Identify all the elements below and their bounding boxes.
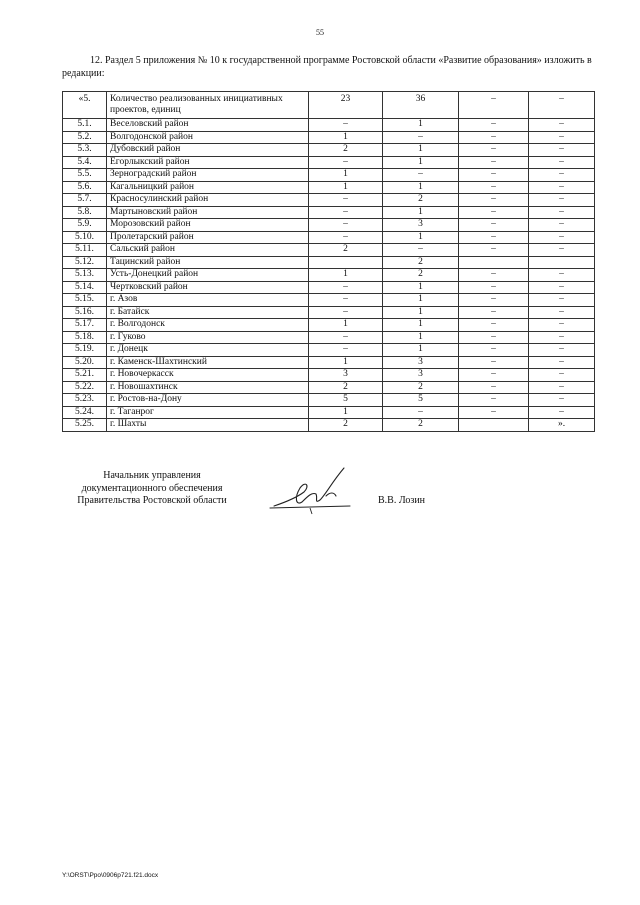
row-value-2: 2 xyxy=(383,381,459,394)
table-row xyxy=(63,281,595,294)
row-value-2: – xyxy=(383,131,459,144)
row-num: 5.16. xyxy=(63,306,107,319)
row-value-4: – xyxy=(529,156,595,169)
row-value-2: – xyxy=(383,406,459,419)
row-value-3: – xyxy=(459,169,529,182)
row-num: 5.8. xyxy=(63,206,107,219)
row-value-2: 1 xyxy=(383,144,459,157)
table-row xyxy=(63,181,595,194)
row-value-1: – xyxy=(309,119,383,132)
table-row xyxy=(63,319,595,332)
row-value-4: – xyxy=(529,131,595,144)
row-value-3: – xyxy=(459,181,529,194)
table-body xyxy=(63,92,595,432)
table-row xyxy=(63,344,595,357)
row-name: Дубовский район xyxy=(107,144,309,157)
row-num: 5.19. xyxy=(63,344,107,357)
row-num: 5.1. xyxy=(63,119,107,132)
row-name: Усть-Донецкий район xyxy=(107,269,309,282)
row-value-1: 1 xyxy=(309,169,383,182)
header-num: «5. xyxy=(63,92,107,119)
row-num: 5.23. xyxy=(63,394,107,407)
row-value-1: – xyxy=(309,194,383,207)
row-value-2: 3 xyxy=(383,369,459,382)
row-value-2: 3 xyxy=(383,356,459,369)
header-value-3: – xyxy=(459,92,529,119)
row-value-2: 1 xyxy=(383,156,459,169)
row-name: Егорлыкский район xyxy=(107,156,309,169)
row-num: 5.9. xyxy=(63,219,107,232)
table-row xyxy=(63,206,595,219)
table-row xyxy=(63,194,595,207)
row-value-1: 2 xyxy=(309,144,383,157)
row-value-2: 2 xyxy=(383,269,459,282)
table-row xyxy=(63,394,595,407)
row-value-2: 1 xyxy=(383,119,459,132)
table-row xyxy=(63,144,595,157)
row-num: 5.7. xyxy=(63,194,107,207)
row-value-4: – xyxy=(529,319,595,332)
row-name: г. Батайск xyxy=(107,306,309,319)
row-value-2: 1 xyxy=(383,331,459,344)
row-value-4: – xyxy=(529,206,595,219)
row-value-4: ». xyxy=(529,419,595,432)
row-name: Пролетарский район xyxy=(107,231,309,244)
row-value-4: – xyxy=(529,194,595,207)
row-name: г. Каменск-Шахтинский xyxy=(107,356,309,369)
row-value-3: – xyxy=(459,119,529,132)
row-num: 5.3. xyxy=(63,144,107,157)
row-name: Тацинский район xyxy=(107,256,309,269)
row-num: 5.10. xyxy=(63,231,107,244)
row-value-2: 1 xyxy=(383,294,459,307)
row-value-1: 2 xyxy=(309,419,383,432)
row-value-1: – xyxy=(309,219,383,232)
row-value-1: – xyxy=(309,306,383,319)
projects-table xyxy=(62,91,595,432)
header-value-2: 36 xyxy=(383,92,459,119)
row-name: Морозовский район xyxy=(107,219,309,232)
row-value-1: – xyxy=(309,156,383,169)
handwritten-signature xyxy=(266,462,356,518)
row-num: 5.25. xyxy=(63,419,107,432)
row-name: Кагальницкий район xyxy=(107,181,309,194)
row-value-1: 5 xyxy=(309,394,383,407)
row-name: Волгодонской район xyxy=(107,131,309,144)
row-value-1: 1 xyxy=(309,131,383,144)
table-row xyxy=(63,381,595,394)
row-value-1: 1 xyxy=(309,406,383,419)
table-row xyxy=(63,131,595,144)
row-value-4: – xyxy=(529,281,595,294)
row-value-2: – xyxy=(383,244,459,257)
row-value-1: 2 xyxy=(309,244,383,257)
header-value-4: – xyxy=(529,92,595,119)
table-row xyxy=(63,419,595,432)
row-num: 5.24. xyxy=(63,406,107,419)
row-name: г. Шахты xyxy=(107,419,309,432)
row-num: 5.15. xyxy=(63,294,107,307)
row-num: 5.12. xyxy=(63,256,107,269)
row-value-4: – xyxy=(529,406,595,419)
row-value-2: 1 xyxy=(383,231,459,244)
row-value-4: – xyxy=(529,356,595,369)
row-value-2: 1 xyxy=(383,181,459,194)
row-value-3: – xyxy=(459,394,529,407)
row-name: г. Ростов-на-Дону xyxy=(107,394,309,407)
row-value-3: – xyxy=(459,269,529,282)
row-name: г. Новочеркасск xyxy=(107,369,309,382)
table-row xyxy=(63,169,595,182)
row-value-4: – xyxy=(529,181,595,194)
table-row xyxy=(63,244,595,257)
table-row xyxy=(63,294,595,307)
header-value-1: 23 xyxy=(309,92,383,119)
signatory-title-line1: Начальник управления xyxy=(103,470,201,481)
row-value-4: – xyxy=(529,119,595,132)
row-value-3: – xyxy=(459,406,529,419)
table-row xyxy=(63,269,595,282)
row-value-3: – xyxy=(459,131,529,144)
row-value-3: – xyxy=(459,369,529,382)
row-value-2: – xyxy=(383,169,459,182)
row-value-1: – xyxy=(309,206,383,219)
row-value-1: – xyxy=(309,331,383,344)
row-value-2: 2 xyxy=(383,256,459,269)
row-value-4: – xyxy=(529,231,595,244)
table-row xyxy=(63,231,595,244)
row-value-1: 1 xyxy=(309,356,383,369)
row-value-2: 1 xyxy=(383,281,459,294)
row-value-3: – xyxy=(459,306,529,319)
row-value-4: – xyxy=(529,344,595,357)
row-num: 5.20. xyxy=(63,356,107,369)
row-value-2: 5 xyxy=(383,394,459,407)
row-value-4: – xyxy=(529,331,595,344)
row-value-2: 3 xyxy=(383,219,459,232)
row-value-3: – xyxy=(459,244,529,257)
row-value-2: 1 xyxy=(383,306,459,319)
row-value-3: – xyxy=(459,331,529,344)
row-value-4: – xyxy=(529,394,595,407)
row-value-4: – xyxy=(529,244,595,257)
row-value-1: – xyxy=(309,294,383,307)
row-num: 5.5. xyxy=(63,169,107,182)
row-num: 5.22. xyxy=(63,381,107,394)
row-value-1: – xyxy=(309,344,383,357)
row-value-3: – xyxy=(459,194,529,207)
row-value-1: 1 xyxy=(309,269,383,282)
row-name: г. Азов xyxy=(107,294,309,307)
row-num: 5.14. xyxy=(63,281,107,294)
row-value-4: – xyxy=(529,169,595,182)
row-value-3: – xyxy=(459,144,529,157)
row-name: г. Гуково xyxy=(107,331,309,344)
table-row xyxy=(63,331,595,344)
row-name: г. Донецк xyxy=(107,344,309,357)
row-value-2: 1 xyxy=(383,344,459,357)
row-name: г. Волгодонск xyxy=(107,319,309,332)
row-value-3: – xyxy=(459,219,529,232)
row-value-3: – xyxy=(459,344,529,357)
row-value-4 xyxy=(529,256,595,269)
row-value-2: 2 xyxy=(383,194,459,207)
row-value-1: 1 xyxy=(309,181,383,194)
row-value-3: – xyxy=(459,231,529,244)
row-name: Зерноградский район xyxy=(107,169,309,182)
row-num: 5.4. xyxy=(63,156,107,169)
row-value-3: – xyxy=(459,206,529,219)
row-value-1 xyxy=(309,256,383,269)
table-row xyxy=(63,356,595,369)
row-name: Мартыновский район xyxy=(107,206,309,219)
row-value-3: – xyxy=(459,319,529,332)
page-number: 55 xyxy=(316,28,324,37)
row-value-3: – xyxy=(459,294,529,307)
row-num: 5.18. xyxy=(63,331,107,344)
row-value-2: 1 xyxy=(383,319,459,332)
row-num: 5.13. xyxy=(63,269,107,282)
row-value-2: 2 xyxy=(383,419,459,432)
row-num: 5.2. xyxy=(63,131,107,144)
signatory-title-line3: Правительства Ростовской области xyxy=(77,495,227,506)
row-value-4: – xyxy=(529,294,595,307)
row-value-4: – xyxy=(529,381,595,394)
row-value-3: – xyxy=(459,381,529,394)
row-value-3: – xyxy=(459,281,529,294)
row-num: 5.17. xyxy=(63,319,107,332)
signatory-title-line2: документационного обеспечения xyxy=(81,482,223,494)
row-value-4: – xyxy=(529,144,595,157)
row-value-3: – xyxy=(459,356,529,369)
table-row xyxy=(63,219,595,232)
row-name: Сальский район xyxy=(107,244,309,257)
row-num: 5.11. xyxy=(63,244,107,257)
table-row xyxy=(63,156,595,169)
row-value-4: – xyxy=(529,369,595,382)
row-name: Веселовский район xyxy=(107,119,309,132)
row-value-4: – xyxy=(529,219,595,232)
file-path: Y:\ORST\Ppo\0906p721.f21.docx xyxy=(62,872,159,879)
header-indicator: Количество реализованных инициативных проектов, единиц xyxy=(107,92,309,119)
row-value-2: 1 xyxy=(383,206,459,219)
row-name: г. Таганрог xyxy=(107,406,309,419)
row-num: 5.21. xyxy=(63,369,107,382)
table-row xyxy=(63,306,595,319)
table-row xyxy=(63,256,595,269)
row-name: Красносулинский район xyxy=(107,194,309,207)
row-name: Чертковский район xyxy=(107,281,309,294)
intro-paragraph: 12. Раздел 5 приложения № 10 к государственной программе Ростовской области «Развитие образования» изложить в редакции: xyxy=(62,55,592,79)
row-name: г. Новошахтинск xyxy=(107,381,309,394)
signatory-name: В.В. Лозин xyxy=(378,495,426,506)
table-row xyxy=(63,406,595,419)
row-num: 5.6. xyxy=(63,181,107,194)
table-row xyxy=(63,369,595,382)
row-value-1: 2 xyxy=(309,381,383,394)
row-value-1: – xyxy=(309,231,383,244)
table-row xyxy=(63,119,595,132)
row-value-3 xyxy=(459,419,529,432)
row-value-4: – xyxy=(529,306,595,319)
signatory-title xyxy=(62,470,242,508)
row-value-3: – xyxy=(459,156,529,169)
row-value-3 xyxy=(459,256,529,269)
row-value-1: – xyxy=(309,281,383,294)
row-value-4: – xyxy=(529,269,595,282)
row-value-1: 3 xyxy=(309,369,383,382)
row-value-1: 1 xyxy=(309,319,383,332)
table-header-row xyxy=(63,92,595,119)
